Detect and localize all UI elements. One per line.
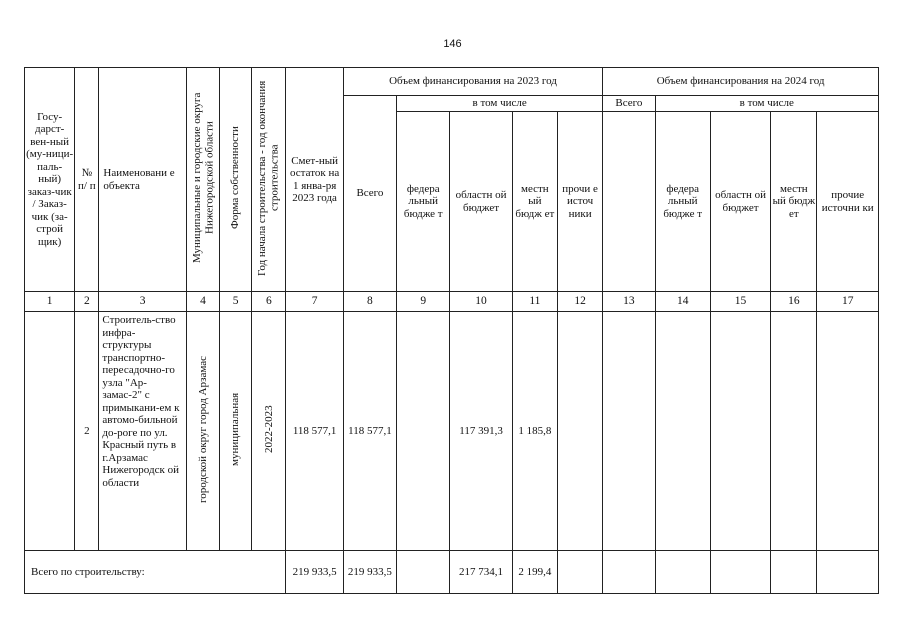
totals-local-2023: 2 199,4 bbox=[512, 551, 557, 594]
cell-total-2023: 118 577,1 bbox=[343, 312, 396, 551]
cell-years: 2022-2023 bbox=[252, 312, 286, 551]
column-number: 9 bbox=[397, 292, 450, 312]
column-number: 4 bbox=[186, 292, 219, 312]
cell-other-2024 bbox=[817, 312, 879, 551]
table-row bbox=[25, 312, 879, 551]
header-local-2024: местн ый бюдж ет bbox=[771, 112, 817, 292]
header-name: Наименовани е объекта bbox=[99, 68, 187, 292]
totals-label: Всего по строительству: bbox=[25, 551, 286, 594]
cell-ownership: муниципальная bbox=[220, 312, 252, 551]
column-number: 10 bbox=[450, 292, 512, 312]
header-fin-2024: Объем финансирования на 2024 год bbox=[603, 68, 879, 96]
header-regional-2023: областн ой бюджет bbox=[450, 112, 512, 292]
header-federal-2024: федера льный бюдже т bbox=[655, 112, 710, 292]
cell-local-2024 bbox=[771, 312, 817, 551]
cell-other-2023 bbox=[557, 312, 602, 551]
column-number: 13 bbox=[603, 292, 655, 312]
column-number: 8 bbox=[343, 292, 396, 312]
column-number: 11 bbox=[512, 292, 557, 312]
totals-remaining: 219 933,5 bbox=[286, 551, 343, 594]
header-total-2024-empty bbox=[603, 112, 655, 292]
header-num: № п/ п bbox=[75, 68, 99, 292]
cell-num: 2 bbox=[75, 312, 99, 551]
totals-total-2023: 219 933,5 bbox=[343, 551, 396, 594]
header-customer: Госу-дарст-вен-ный (му-ници-паль-ный) заказ-чик / Заказ-чик (за-строй щик) bbox=[25, 68, 75, 292]
header-including-2023: в том числе bbox=[397, 96, 603, 112]
header-federal-2023: федера льный бюдже т bbox=[397, 112, 450, 292]
column-number: 12 bbox=[557, 292, 602, 312]
totals-regional-2024 bbox=[710, 551, 770, 594]
page-number: 146 bbox=[443, 38, 462, 50]
header-ownership: Форма собственности bbox=[220, 68, 252, 292]
totals-regional-2023: 217 734,1 bbox=[450, 551, 512, 594]
cell-regional-2023: 117 391,3 bbox=[450, 312, 512, 551]
cell-remaining: 118 577,1 bbox=[286, 312, 343, 551]
totals-federal-2023 bbox=[397, 551, 450, 594]
cell-federal-2024 bbox=[655, 312, 710, 551]
header-other-2023: прочи е источ ники bbox=[557, 112, 602, 292]
totals-total-2024 bbox=[603, 551, 655, 594]
cell-municipality: городской округ город Арзамас bbox=[186, 312, 219, 551]
header-other-2024: прочие источни ки bbox=[817, 112, 879, 292]
column-number: 14 bbox=[655, 292, 710, 312]
cell-local-2023: 1 185,8 bbox=[512, 312, 557, 551]
cell-customer bbox=[25, 312, 75, 551]
cell-total-2024 bbox=[603, 312, 655, 551]
cell-object-name: Строитель-ство инфра-структуры транспортно-пересадочно-го узла "Ар-замас-2" с примыкани-ем к автомо-бильной до-роге по ул. Красный путь в г.Арзамас Нижегородск ой области bbox=[99, 312, 187, 551]
column-number: 16 bbox=[771, 292, 817, 312]
cell-federal-2023 bbox=[397, 312, 450, 551]
header-local-2023: местн ый бюдж ет bbox=[512, 112, 557, 292]
column-number: 6 bbox=[252, 292, 286, 312]
column-number: 3 bbox=[99, 292, 187, 312]
header-remaining: Смет-ный остаток на 1 янва-ря 2023 года bbox=[286, 68, 343, 292]
totals-local-2024 bbox=[771, 551, 817, 594]
financing-table bbox=[24, 67, 879, 594]
header-municipality: Муниципальные и городские округа Нижегородской области bbox=[186, 68, 219, 292]
cell-regional-2024 bbox=[710, 312, 770, 551]
header-fin-2023: Объем финансирования на 2023 год bbox=[343, 68, 602, 96]
column-number-row bbox=[25, 292, 879, 312]
totals-other-2024 bbox=[817, 551, 879, 594]
header-total-2023: Всего bbox=[343, 96, 396, 292]
totals-row bbox=[25, 551, 879, 594]
column-number: 1 bbox=[25, 292, 75, 312]
column-number: 5 bbox=[220, 292, 252, 312]
column-number: 2 bbox=[75, 292, 99, 312]
totals-federal-2024 bbox=[655, 551, 710, 594]
header-regional-2024: областн ой бюджет bbox=[710, 112, 770, 292]
header-total-2024: Всего bbox=[603, 96, 655, 112]
column-number: 15 bbox=[710, 292, 770, 312]
header-years: Год начала строительства - год окончания строительства bbox=[252, 68, 286, 292]
header-including-2024: в том числе bbox=[655, 96, 878, 112]
column-number: 7 bbox=[286, 292, 343, 312]
column-number: 17 bbox=[817, 292, 879, 312]
totals-other-2023 bbox=[557, 551, 602, 594]
